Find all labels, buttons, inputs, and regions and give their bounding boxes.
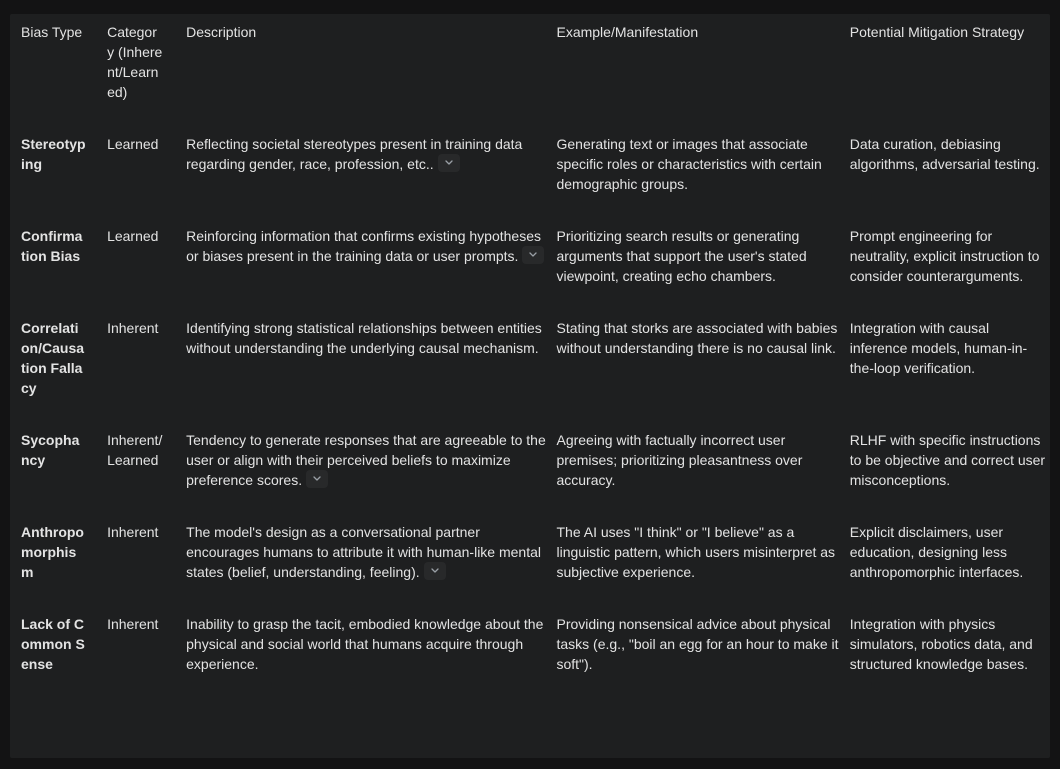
example-cell [556,614,849,706]
table-row [10,522,1050,614]
category: Learned [107,136,159,152]
example-cell [556,226,849,318]
bias-table-panel [10,14,1050,758]
bias-type: Lack of Common Sense [21,616,85,672]
example: Providing nonsensical advice about physical tasks (e.g., "boil an egg for an hour to make it soft"). [556,616,839,672]
mitigation: Integration with causal inference models, human-in-the-loop verification. [849,320,1028,376]
category-cell [107,614,186,706]
header-category: Category (Inherent/Learned) [107,24,163,100]
bias-type-cell [10,318,107,430]
category: Inherent/Learned [107,432,163,468]
description-cell [186,226,556,318]
description-cell [186,430,556,522]
category-cell [107,318,186,430]
chevron-down-icon [313,476,321,481]
chevron-down-icon [431,568,439,573]
bias-type-cell [10,522,107,614]
category: Inherent [107,524,159,540]
expand-chevron-button[interactable] [424,562,446,580]
example-cell [556,318,849,430]
expand-chevron-button[interactable] [522,246,544,264]
example: The AI uses "I think" or "I believe" as a linguistic pattern, which users misinterpret as subjective experience. [556,524,836,580]
bias-type-cell [10,134,107,226]
category: Inherent [107,616,159,632]
bias-type-cell [10,614,107,706]
table-row [10,226,1050,318]
mitigation-cell [850,430,1050,522]
bias-type: Stereotyping [21,136,86,172]
example-cell [556,134,849,226]
header-bias-type: Bias Type [21,24,83,40]
description: Inability to grasp the tacit, embodied knowledge about the physical and social world that humans acquire through experience. [186,616,544,672]
mitigation-cell [850,226,1050,318]
table-row [10,134,1050,226]
mitigation-cell [850,614,1050,706]
mitigation: Integration with physics simulators, robotics data, and structured knowledge bases. [849,616,1033,672]
mitigation: Data curation, debiasing algorithms, adversarial testing. [849,136,1040,172]
table-row [10,614,1050,706]
bias-type: Confirmation Bias [21,228,83,264]
example: Generating text or images that associate specific roles or characteristics with certain demographic groups. [556,136,822,192]
description-cell [186,318,556,430]
header-description: Description [186,24,257,40]
mitigation-cell [850,318,1050,430]
category-cell [107,522,186,614]
category-cell [107,430,186,522]
example: Prioritizing search results or generating arguments that support the user's stated viewpoint, creating echo chambers. [556,228,807,284]
description-cell [186,614,556,706]
chevron-down-icon [529,252,537,257]
bias-type-cell [10,226,107,318]
example-cell [556,522,849,614]
mitigation-cell [850,522,1050,614]
mitigation: Prompt engineering for neutrality, explicit instruction to consider counterarguments. [849,228,1040,284]
description: Reflecting societal stereotypes present in training data regarding gender, race, profession, etc.. [186,136,523,172]
table-row [10,430,1050,522]
mitigation: RLHF with specific instructions to be objective and correct user misconceptions. [849,432,1046,488]
example: Agreeing with factually incorrect user premises; prioritizing pleasantness over accuracy. [556,432,803,488]
bias-type: Anthropomorphism [21,524,84,580]
expand-chevron-button[interactable] [306,470,328,488]
bias-type-cell [10,430,107,522]
description: The model's design as a conversational partner encourages humans to attribute it with human-like mental states (belief, understanding, feeling). [186,524,541,580]
expand-chevron-button[interactable] [438,154,460,172]
chevron-down-icon [445,160,453,165]
description-cell [186,522,556,614]
table-header-row [10,14,1050,134]
description-cell [186,134,556,226]
example-cell [556,430,849,522]
header-example: Example/Manifestation [556,24,699,40]
table-row [10,318,1050,430]
bias-type: Correlation/Causation Fallacy [21,320,85,396]
example: Stating that storks are associated with babies without understanding there is no causal link. [556,320,838,356]
description: Reinforcing information that confirms existing hypotheses or biases present in the training data or user prompts. [186,228,541,264]
header-mitigation: Potential Mitigation Strategy [849,24,1025,40]
category: Inherent [107,320,159,336]
mitigation: Explicit disclaimers, user education, designing less anthropomorphic interfaces. [849,524,1024,580]
bias-table [10,14,1050,706]
description: Identifying strong statistical relationships between entities without understanding the underlying causal mechanism. [186,320,542,356]
mitigation-cell [850,134,1050,226]
category-cell [107,226,186,318]
description: Tendency to generate responses that are agreeable to the user or align with their perceived beliefs to maximize preference scores. [186,432,546,488]
category-cell [107,134,186,226]
bias-type: Sycophancy [21,432,80,468]
category: Learned [107,228,159,244]
